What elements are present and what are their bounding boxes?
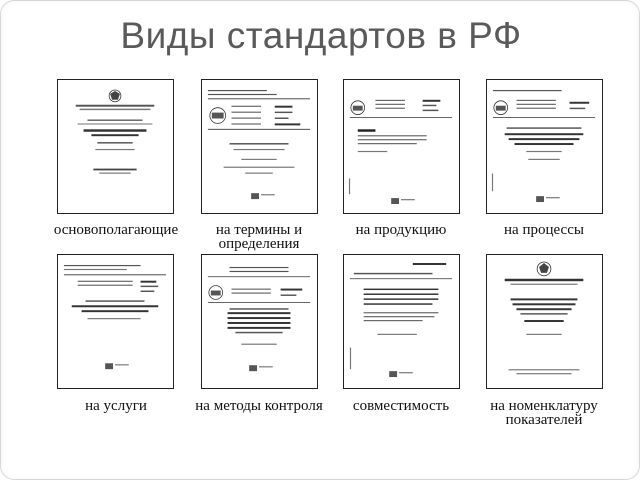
caption-processes: на процессы <box>504 222 584 238</box>
standard-thumbnail-processes <box>486 79 603 214</box>
document-page-image <box>344 255 459 388</box>
standard-thumbnail-control-methods <box>201 254 318 389</box>
caption-compatibility: совместимость <box>352 398 450 414</box>
document-page-image <box>202 80 317 213</box>
document-page-image <box>202 255 317 388</box>
caption-product: на продукцию <box>355 222 447 238</box>
standard-thumbnail-product <box>343 79 460 214</box>
caption-nomenclature: на номенклатуру показателей <box>490 398 598 428</box>
caption-fundamental: основополагающие <box>53 222 179 238</box>
caption-services: на услуги <box>85 398 147 414</box>
standard-thumbnail-compatibility <box>343 254 460 389</box>
slide-title: Виды стандартов в РФ <box>120 15 522 56</box>
document-page-image <box>487 255 602 388</box>
document-page-image <box>58 255 173 388</box>
caption-terms: на термины и определения <box>215 222 303 252</box>
standard-thumbnail-services <box>57 254 174 389</box>
caption-control-methods: на методы контроля <box>195 398 323 414</box>
standard-thumbnail-nomenclature <box>486 254 603 389</box>
document-page-image <box>487 80 602 213</box>
standard-thumbnail-fundamental <box>57 79 174 214</box>
standard-thumbnail-terms <box>201 79 318 214</box>
document-page-image <box>344 80 459 213</box>
document-page-image <box>58 80 173 213</box>
